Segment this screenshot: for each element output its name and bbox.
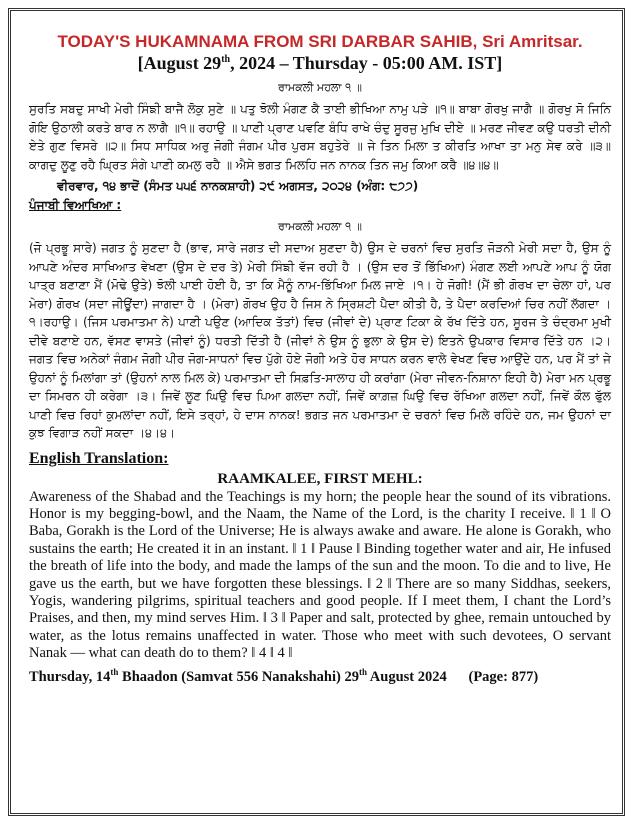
- english-heading: RAAMKALEE, FIRST MEHL:: [217, 470, 423, 487]
- english-translation-label: English Translation:: [29, 449, 169, 467]
- punjabi-vyakhya-label: ਪੰਜਾਬੀ ਵਿਆਖਿਆ :: [29, 198, 122, 212]
- english-translation-text: Awareness of the Shabad and the Teachings is my horn; the people hear the sound of its vibrations. Honor is my begging-bowl, and the Naam, the Name of the Lord, is the charity I receive. ‖ 1 ‖ O Baba, Gorakh is the Lord of the Universe; He is always awake and aware. He alone is Gorakh, who sustains the earth; He created it in an instant. ‖ 1 ‖ Pause ‖ Binding together water and air, He infused the breath of life into the body, and made the lamps of the sun and the moon. To die and to live, He gave us the earth, but we have forgotten these blessings. ‖ 2 ‖ There are so many Siddhas, seekers, Yogis, wandering pilgrims, spiritual teachers and good people. If I meet them, I chant the Lord’s Praises, and then, my mind serves Him. ‖ 3 ‖ Paper and salt, protected by ghee, remain untouched by water, as the lotus remains unaffected in water. Those who meet with such devotees, O servant Nanak — what can death do to them? ‖ 4 ‖ 4 ‖: [29, 488, 611, 662]
- vyakhya-heading: ਰਾਮਕਲੀ ਮਹਲਾ ੧ ॥: [278, 220, 362, 233]
- hukamnama-document: [29, 32, 611, 687]
- footer-date-line: Thursday, 14th Bhaadon (Samvat 556 Nanakshahi) 29th August 2024 (Page: 877): [29, 666, 539, 685]
- gurbani-heading: ਰਾਮਕਲੀ ਮਹਲਾ ੧ ॥: [278, 81, 362, 94]
- date-line: [August 29th, 2024 – Thursday - 05:00 AM. IST]: [137, 53, 503, 73]
- page-title: TODAY'S HUKAMNAMA FROM SRI DARBAR SAHIB, Sri Amritsar.: [57, 32, 583, 51]
- gurmukhi-date-line: ਵੀਰਵਾਰ, ੧੪ ਭਾਦੋਂ (ਸੰਮਤ ੫੫੬ ਨਾਨਕਸ਼ਾਹੀ) ੨੯ ਅਗਸਤ, ੨੦੨੪ (ਅੰਗ: ੮੭੭): [57, 179, 419, 193]
- gurbani-text: ਸੁਰਤਿ ਸਬਦੁ ਸਾਖੀ ਮੇਰੀ ਸਿੰਙੀ ਬਾਜੈ ਲੋਕੁ ਸੁਣੇ ॥ ਪਤੁ ਝੋਲੀ ਮੰਗਣ ਕੈ ਤਾਈ ਭੀਖਿਆ ਨਾਮੁ ਪੜੇ ॥੧॥ ਬਾਬਾ ਗੋਰਖੁ ਜਾਗੈ ॥ ਗੋਰਖੁ ਸੋ ਜਿਨਿ ਗੋਇ ਉਠਾਲੀ ਕਰਤੇ ਬਾਰ ਨ ਲਾਗੈ ॥੧॥ ਰਹਾਉ ॥ ਪਾਣੀ ਪ੍ਰਾਣ ਪਵਣਿ ਬੰਧਿ ਰਾਖੇ ਚੰਦੁ ਸੂਰਜੁ ਮੁਖਿ ਦੀਏ ॥ ਮਰਣ ਜੀਵਣ ਕਉ ਧਰਤੀ ਦੀਨੀ ਏਤੇ ਗੁਣ ਵਿਸਰੇ ॥੨॥ ਸਿਧ ਸਾਧਿਕ ਅਰੁ ਜੋਗੀ ਜੰਗਮ ਪੀਰ ਪੁਰਸ ਬਹੁਤੇਰੇ ॥ ਜੇ ਤਿਨ ਮਿਲਾ ਤ ਕੀਰਤਿ ਆਖਾ ਤਾ ਮਨੁ ਸੇਵ ਕਰੇ ॥੩॥ ਕਾਗਦੁ ਲੂਣੁ ਰਹੈ ਘ੍ਰਿਤ ਸੰਗੇ ਪਾਣੀ ਕਮਲੁ ਰਹੈ ॥ ਐਸੇ ਭਗਤ ਮਿਲਹਿ ਜਨ ਨਾਨਕ ਤਿਨ ਜਮੁ ਕਿਆ ਕਰੈ ॥੪॥੪॥: [29, 102, 611, 172]
- vyakhya-text: (ਜੋ ਪ੍ਰਭੂ ਸਾਰੇ) ਜਗਤ ਨੂੰ ਸੁਣਦਾ ਹੈ (ਭਾਵ, ਸਾਰੇ ਜਗਤ ਦੀ ਸਦਾਅ ਸੁਣਦਾ ਹੈ) ਉਸ ਦੇ ਚਰਨਾਂ ਵਿਚ ਸੁਰਤਿ ਜੋੜਨੀ ਮੇਰੀ ਸਦਾ ਹੈ, ਉਸ ਨੂੰ ਆਪਣੇ ਅੰਦਰ ਸਾਖਿਆਤ ਵੇਖਣਾ (ਉਸ ਦੇ ਦਰ ਤੇ) ਮੇਰੀ ਸਿੰਙੀ ਵੱਜ ਰਹੀ ਹੈ । (ਉਸ ਦਰ ਤੋਂ ਭਿੱਖਿਆ) ਮੰਗਣ ਲਈ ਆਪਣੇ ਆਪ ਨੂੰ ਯੋਗ ਪਾਤ੍ਰ ਬਣਾਣਾ ਮੈਂ (ਮੋਢੇ ਉਤੇ) ਝੋਲੀ ਪਾਈ ਹੋਈ ਹੈ, ਤਾ ਕਿ ਮੈਨੂੰ ਨਾਮ-ਭਿੱਖਿਆ ਮਿਲ ਜਾਏ ।੧। ਹੇ ਜੋਗੀ! (ਮੈਂ ਭੀ ਗੋਰਖ ਦਾ ਚੇਲਾ ਹਾਂ, ਪਰ ਮੇਰਾ) ਗੋਰਖ (ਸਦਾ ਜੀਊਂਦਾ) ਜਾਗਦਾ ਹੈ । (ਮੇਰਾ) ਗੋਰਖ ਉਹ ਹੈ ਜਿਸ ਨੇ ਸ੍ਰਿਸ਼ਟੀ ਪੈਦਾ ਕੀਤੀ ਹੈ, ਤੇ ਪੈਦਾ ਕਰਦਿਆਂ ਚਿਰ ਨਹੀਂ ਲੱਗਦਾ ।੧।ਰਹਾਉ। (ਜਿਸ ਪਰਮਾਤਮਾ ਨੇ) ਪਾਣੀ ਪਉਣ (ਆਦਿਕ ਤੱਤਾਂ) ਵਿਚ (ਜੀਵਾਂ ਦੇ) ਪ੍ਰਾਣ ਟਿਕਾ ਕੇ ਰੱਖ ਦਿੱਤੇ ਹਨ, ਸੂਰਜ ਤੇ ਚੰਦ੍ਰਮਾ ਮੁਖੀ ਦੀਵੇ ਬਣਾਏ ਹਨ, ਵੱਸਣ ਵਾਸਤੇ (ਜੀਵਾਂ ਨੂੰ) ਧਰਤੀ ਦਿੱਤੀ ਹੈ (ਜੀਵਾਂ ਨੇ ਉਸ ਨੂੰ ਭੁਲਾ ਕੇ ਉਸ ਦੇ) ਇਤਨੇ ਉਪਕਾਰ ਵਿਸਾਰ ਦਿੱਤੇ ਹਨ ।੨। ਜਗਤ ਵਿਚ ਅਨੇਕਾਂ ਜੰਗਮ ਜੋਗੀ ਪੀਰ ਜੋਗ-ਸਾਧਨਾਂ ਵਿਚ ਪੁੱਗੇ ਹੋਏ ਜੋਗੀ ਅਤੇ ਹੋਰ ਸਾਧਨ ਕਰਨ ਵਾਲੇ ਵੇਖਣ ਵਿਚ ਆਉਂਦੇ ਹਨ, ਪਰ ਮੈਂ ਤਾਂ ਜੇ ਉਹਨਾਂ ਨੂੰ ਮਿਲਾਂਗਾ ਤਾਂ (ਉਹਨਾਂ ਨਾਲ ਮਿਲ ਕੇ) ਪਰਮਾਤਮਾ ਦੀ ਸਿਫ਼ਤਿ-ਸਾਲਾਹ ਹੀ ਕਰਾਂਗਾ (ਮੇਰਾ ਜੀਵਨ-ਨਿਸ਼ਾਨਾ ਇਹੀ ਹੈ) ਮੇਰਾ ਮਨ ਪ੍ਰਭੂ ਦਾ ਸਿਮਰਨ ਹੀ ਕਰੇਗਾ ।੩। ਜਿਵੇਂ ਲੂਣ ਘਿਉ ਵਿਚ ਪਿਆ ਗਲਦਾ ਨਹੀਂ, ਜਿਵੇਂ ਕਾਗ਼ਜ਼ ਘਿਉ ਵਿਚ ਰੱਖਿਆ ਗਲਦਾ ਨਹੀਂ, ਜਿਵੇਂ ਕੌਲ ਫੁੱਲ ਪਾਣੀ ਵਿਚ ਰਿਹਾਂ ਕੁਮਲਾਂਦਾ ਨਹੀਂ, ਇਸੇ ਤਰ੍ਹਾਂ, ਹੇ ਦਾਸ ਨਾਨਕ! ਭਗਤ ਜਨ ਪਰਮਾਤਮਾ ਦੇ ਚਰਨਾਂ ਵਿਚ ਮਿਲੇ ਰਹਿੰਦੇ ਹਨ, ਜਮ ਉਹਨਾਂ ਦਾ ਕੁਝ ਵਿਗਾੜ ਨਹੀਂ ਸਕਦਾ ।੪।੪।: [29, 241, 611, 440]
